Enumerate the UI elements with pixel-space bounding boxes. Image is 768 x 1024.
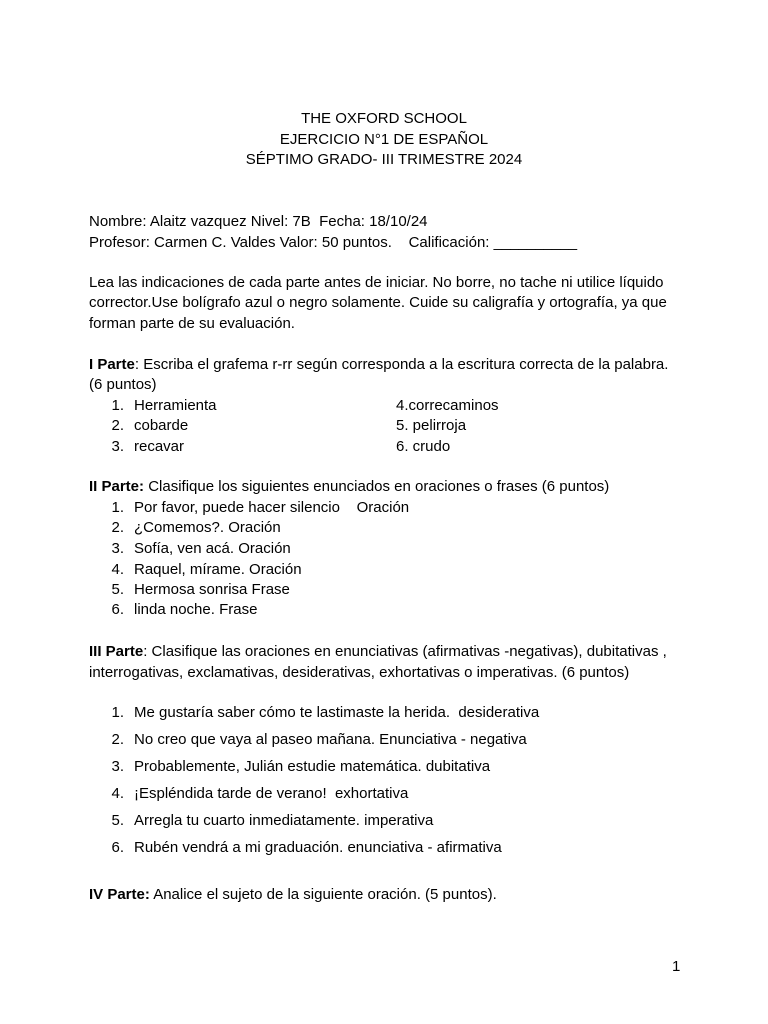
school-title: THE OXFORD SCHOOL (301, 110, 467, 127)
list-item: Probablemente, Julián estudie matemática. dubitativa (134, 758, 491, 775)
list-item: 4.correcaminos (396, 397, 499, 414)
part3-text: : Clasifique las oraciones en enunciativas (afirmativas -negativas), dubitativas , (143, 643, 667, 660)
part3-heading: III Parte (89, 643, 144, 660)
part2-heading: II Parte: (89, 478, 145, 495)
part2-prompt (89, 477, 609, 497)
list-item: Me gustaría saber cómo te lastimaste la herida. desiderativa (134, 704, 540, 721)
part1-text: : Escriba el grafema r-rr según corresponda a la escritura correcta de la palabra. (134, 356, 669, 373)
list-number: 4. (111, 561, 124, 578)
list-item: Sofía, ven acá. Oración (134, 540, 291, 557)
list-item: Rubén vendrá a mi graduación. enunciativa - afirmativa (134, 839, 502, 856)
list-number: 5. (111, 581, 124, 598)
list-number: 6. (111, 839, 124, 856)
part3-prompt-line-2: interrogativas, exclamativas, desiderativas, exhortativas o imperativas. (6 puntos) (89, 664, 630, 681)
list-item: Raquel, mírame. Oración (134, 561, 302, 578)
list-item: 5. pelirroja (396, 417, 467, 434)
part1-points: (6 puntos) (89, 376, 157, 393)
instructions-line-1: Lea las indicaciones de cada parte antes de iniciar. No borre, no tache ni utilice líquido (89, 274, 664, 291)
list-number: 3. (111, 540, 124, 557)
list-number: 5. (111, 812, 124, 829)
list-number: 3. (111, 758, 124, 775)
list-number: 2. (111, 519, 124, 536)
part1-prompt (89, 355, 668, 375)
exercise-title: EJERCICIO N°1 DE ESPAÑOL (279, 131, 489, 148)
list-number: 3. (111, 438, 124, 455)
list-number: 2. (111, 417, 124, 434)
list-item: Por favor, puede hacer silencio Oración (134, 499, 410, 516)
page-number: 1 (672, 958, 681, 975)
part2-text: Clasifique los siguientes enunciados en oraciones o frases (6 puntos) (144, 478, 610, 495)
list-item: linda noche. Frase (134, 601, 258, 618)
list-number: 4. (111, 785, 124, 802)
list-item: recavar (134, 438, 185, 455)
list-item: ¡Espléndida tarde de verano! exhortativa (134, 785, 409, 802)
part1-heading: I Parte (89, 356, 135, 373)
instructions-line-2: corrector.Use bolígrafo azul o negro solamente. Cuide su caligrafía y ortografía, ya que (89, 294, 667, 311)
instructions-line-3: forman parte de su evaluación. (89, 315, 295, 332)
list-number: 6. (111, 601, 124, 618)
student-info-line: Nombre: Alaitz vazquez Nivel: 7B Fecha: 18/10/24 (89, 213, 428, 230)
list-number: 2. (111, 731, 124, 748)
part4-prompt (89, 885, 497, 905)
grade-title: SÉPTIMO GRADO- III TRIMESTRE 2024 (245, 151, 523, 168)
part4-text: Analice el sujeto de la siguiente oración. (5 puntos). (149, 886, 497, 903)
list-item: Arregla tu cuarto inmediatamente. imperativa (134, 812, 434, 829)
part3-prompt (89, 642, 667, 662)
teacher-info-line: Profesor: Carmen C. Valdes Valor: 50 puntos. Calificación: __________ (89, 234, 578, 251)
part4-heading: IV Parte: (89, 886, 150, 903)
list-number: 1. (111, 704, 124, 721)
list-number: 1. (111, 397, 124, 414)
list-number: 1. (111, 499, 124, 516)
list-item: 6. crudo (396, 438, 451, 455)
list-item: Herramienta (134, 397, 217, 414)
list-item: cobarde (134, 417, 189, 434)
list-item: No creo que vaya al paseo mañana. Enunciativa - negativa (134, 731, 527, 748)
list-item: Hermosa sonrisa Frase (134, 581, 290, 598)
list-item: ¿Comemos?. Oración (134, 519, 281, 536)
